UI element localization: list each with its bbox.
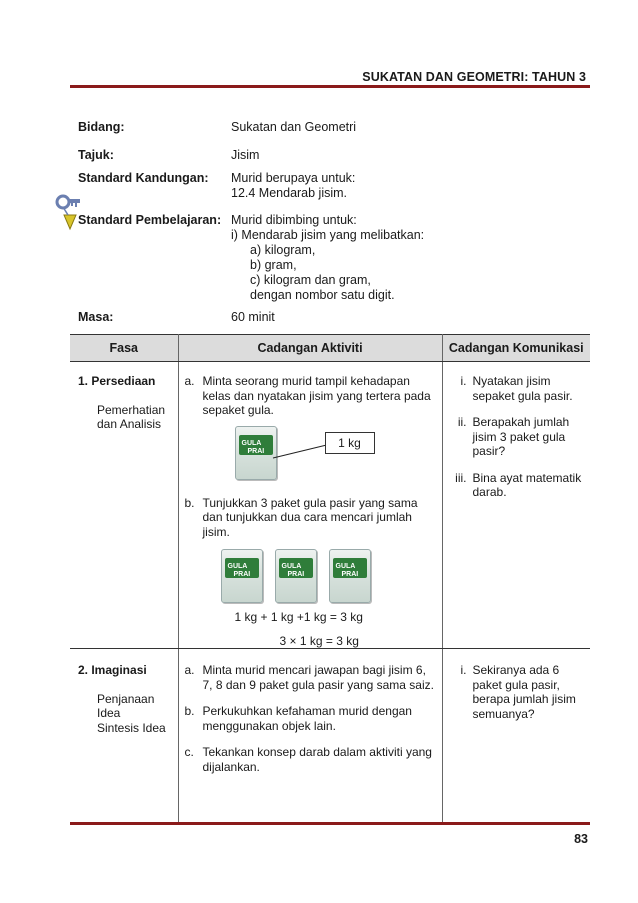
info-value-standard-pembelajaran: Murid dibimbing untuk: i) Mendarab jisim yang melibatkan: a) kilogram, b) gram, c) kilogram dan gram, dengan nombor satu digit. xyxy=(231,213,425,302)
fasa-subtitle: Penjanaan Idea Sintesis Idea xyxy=(97,691,166,735)
info-label-tajuk: Tajuk: xyxy=(78,148,114,162)
page-number: 83 xyxy=(574,832,588,846)
three-bags-figure xyxy=(185,547,436,603)
footer-rule xyxy=(70,822,590,825)
info-label-standard-kandungan: Standard Kandungan: xyxy=(78,171,209,185)
info-value-tajuk: Jisim xyxy=(231,148,260,162)
column-header-komunikasi: Cadangan Komunikasi xyxy=(442,335,590,362)
fasa-title: 2. Imaginasi xyxy=(78,663,147,677)
column-header-aktiviti: Cadangan Aktiviti xyxy=(178,335,442,362)
sugar-bag-image: GULA PRAI xyxy=(235,426,277,480)
table-row xyxy=(70,649,590,825)
info-label-masa: Masa: xyxy=(78,310,114,324)
header-rule xyxy=(70,85,590,88)
weight-callout: 1 kg xyxy=(325,432,375,454)
lesson-table xyxy=(70,334,590,825)
communication-item: i. Sekiranya ada 6 paket gula pasir, berapa jumlah jisim semuanya? xyxy=(460,663,576,721)
sugar-bag-image: GULA PRAI xyxy=(221,549,263,603)
communication-item: iii. Bina ayat matematik darab. xyxy=(455,470,582,499)
info-value-bidang: Sukatan dan Geometri xyxy=(231,120,357,134)
info-label-standard-pembelajaran: Standard Pembelajaran: xyxy=(78,213,222,227)
single-bag-figure xyxy=(185,424,436,486)
activity-item: b. Tunjukkan 3 paket gula pasir yang sama dan tunjukkan dua cara mencari jumlah jisim. xyxy=(184,495,418,539)
sugar-bag-image: GULA PRAI xyxy=(329,549,371,603)
aktiviti-cell xyxy=(178,649,442,825)
komunikasi-cell xyxy=(442,649,590,825)
fasa-cell xyxy=(70,362,178,649)
multiplication-equation: 3 × 1 kg = 3 kg xyxy=(279,633,359,648)
column-header-fasa: Fasa xyxy=(70,335,178,362)
info-value-masa: 60 minit xyxy=(231,310,275,324)
addition-equation: 1 kg + 1 kg +1 kg = 3 kg xyxy=(234,610,363,624)
page-header-title: SUKATAN DAN GEOMETRI: TAHUN 3 xyxy=(362,70,586,84)
fasa-title: 1. Persediaan xyxy=(78,374,156,388)
communication-item: i. Nyatakan jisim sepaket gula pasir. xyxy=(460,374,573,403)
fasa-cell xyxy=(70,649,178,825)
communication-item: ii. Berapakah jumlah jisim 3 paket gula pasir? xyxy=(457,415,570,458)
table-row xyxy=(70,362,590,649)
info-label-bidang: Bidang: xyxy=(78,120,125,134)
sugar-bag-image: GULA PRAI xyxy=(275,549,317,603)
activity-item: a. Minta seorang murid tampil kehadapan kelas dan nyatakan jisim yang tertera pada sepaket gula. xyxy=(184,374,431,417)
activity-item: a. Minta murid mencari jawapan bagi jisim 6, 7, 8 dan 9 paket gula pasir yang sama saiz. xyxy=(184,663,434,692)
activity-item: b. Perkukuhkan kefahaman murid dengan menggunakan objek lain. xyxy=(184,704,412,733)
info-value-standard-kandungan: Murid berupaya untuk: 12.4 Mendarab jisim. xyxy=(231,171,356,200)
aktiviti-cell xyxy=(178,362,442,649)
komunikasi-cell xyxy=(442,362,590,649)
fasa-subtitle: Pemerhatian dan Analisis xyxy=(97,402,166,431)
activity-item: c. Tekankan konsep darab dalam aktiviti yang dijalankan. xyxy=(184,745,432,774)
